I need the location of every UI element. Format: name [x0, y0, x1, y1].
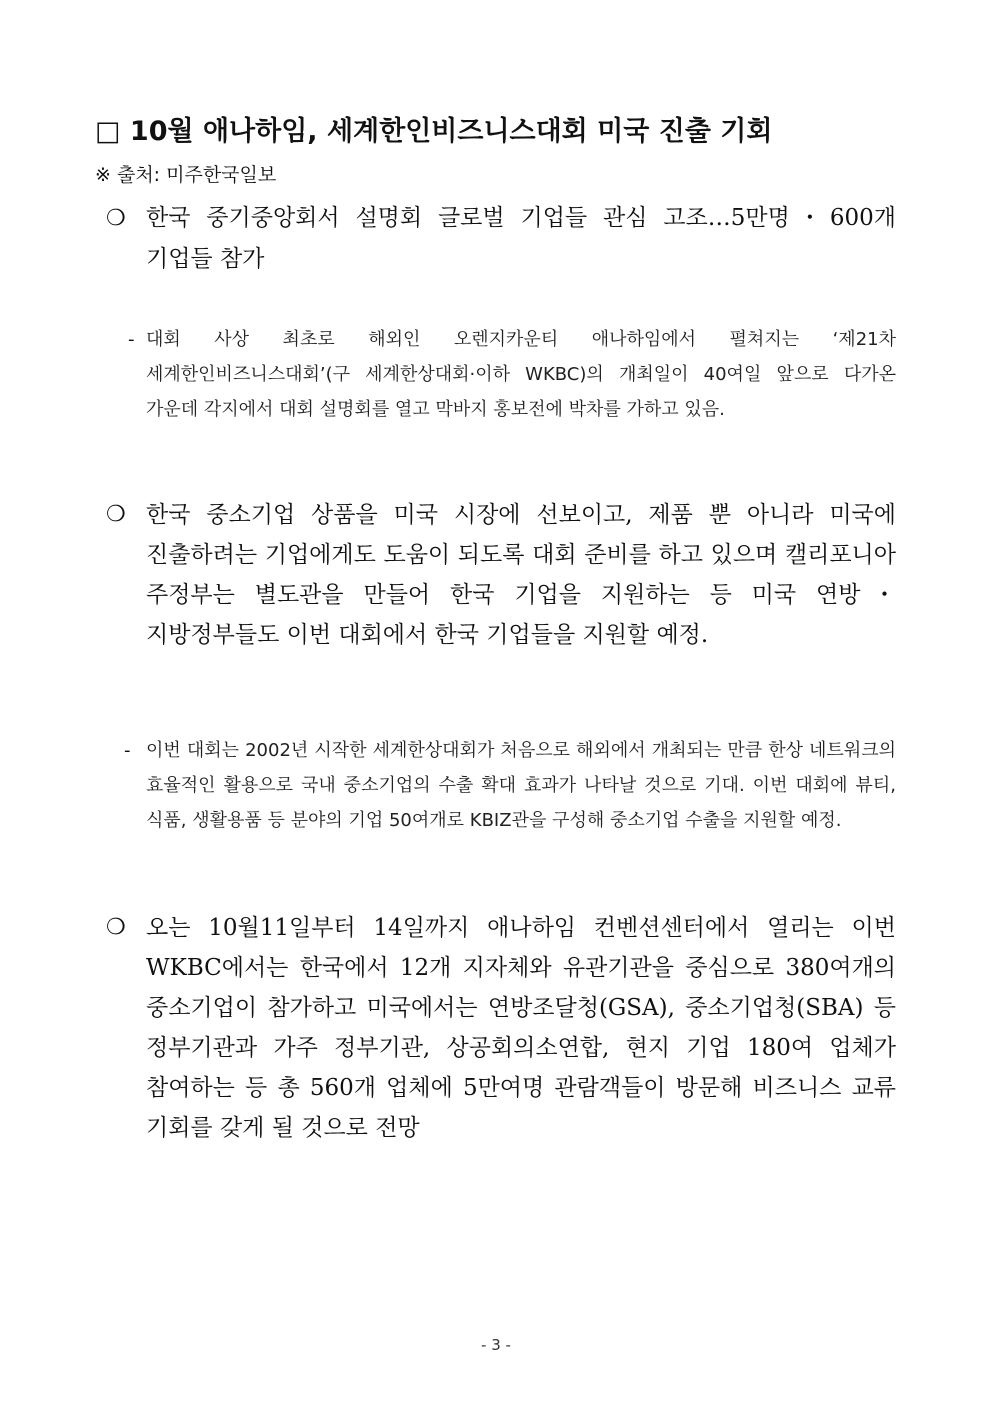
paragraph-text: 한국 중소기업 상품을 미국 시장에 선보이고, 제품 뿐 아니라 미국에 진출하려는 기업에게도 도움이 되도록 대회 준비를 하고 있으며 캘리포니아 주정부는 별도관을 만들어 한국 기업을 지원하는 등 미국 연방・지방정부들도 이번 대회에서 한국 기업들을 지원할 예정.: [146, 502, 896, 648]
dash-bullet-icon: -: [124, 740, 131, 761]
dash-paragraph-2: [106, 733, 896, 838]
circle-bullet-icon: ❍: [106, 502, 126, 527]
circle-bullet-icon: ❍: [106, 915, 126, 940]
circle-bullet-icon: ❍: [106, 206, 126, 231]
bullet-paragraph-1: [106, 198, 896, 280]
bullet-paragraph-3: [106, 908, 896, 1148]
paragraph-text: 대회 사상 최초로 해외인 오렌지카운티 애나하임에서 펼쳐지는 ‘제21차 세계한인비즈니스대회’(구 세계한상대회·이하 WKBC)의 개최일이 40여일 앞으로 다가온 가운데 각지에서 대회 설명회를 열고 막바지 홍보전에 박차를 가하고 있음.: [146, 329, 896, 420]
page-number: - 3 -: [481, 1336, 511, 1354]
dash-paragraph-1: [106, 322, 896, 427]
dash-bullet-icon: -: [128, 329, 135, 350]
document-title: □ 10월 애나하임, 세계한인비즈니스대회 미국 진출 기회: [95, 116, 773, 147]
paragraph-text: 이번 대회는 2002년 시작한 세계한상대회가 처음으로 해외에서 개최되는 만큼 한상 네트워크의 효율적인 활용으로 국내 중소기업의 수출 확대 효과가 나타날 것으로 기대. 이번 대회에 뷰티, 식품, 생활용품 등 분야의 기업 50여개로 KBIZ관을 구성해 중소기업 수출을 지원할 예정.: [146, 740, 896, 831]
source-note: ※ 출처: 미주한국일보: [95, 164, 277, 186]
paragraph-text: 한국 중기중앙회서 설명회 글로벌 기업들 관심 고조…5만명・600개 기업들 참가: [146, 205, 896, 272]
paragraph-text: 오는 10월11일부터 14일까지 애나하임 컨벤션센터에서 열리는 이번 WKBC에서는 한국에서 12개 지자체와 유관기관을 중심으로 380여개의 중소기업이 참가하고 미국에서는 연방조달청(GSA), 중소기업청(SBA) 등 정부기관과 가주 정부기관, 상공회의소연합, 현지 기업 180여 업체가 참여하는 등 총 560개 업체에 5만여명 관람객들이 방문해 비즈니스 교류 기회를 갖게 될 것으로 전망: [146, 915, 896, 1141]
bullet-paragraph-2: [106, 495, 896, 655]
